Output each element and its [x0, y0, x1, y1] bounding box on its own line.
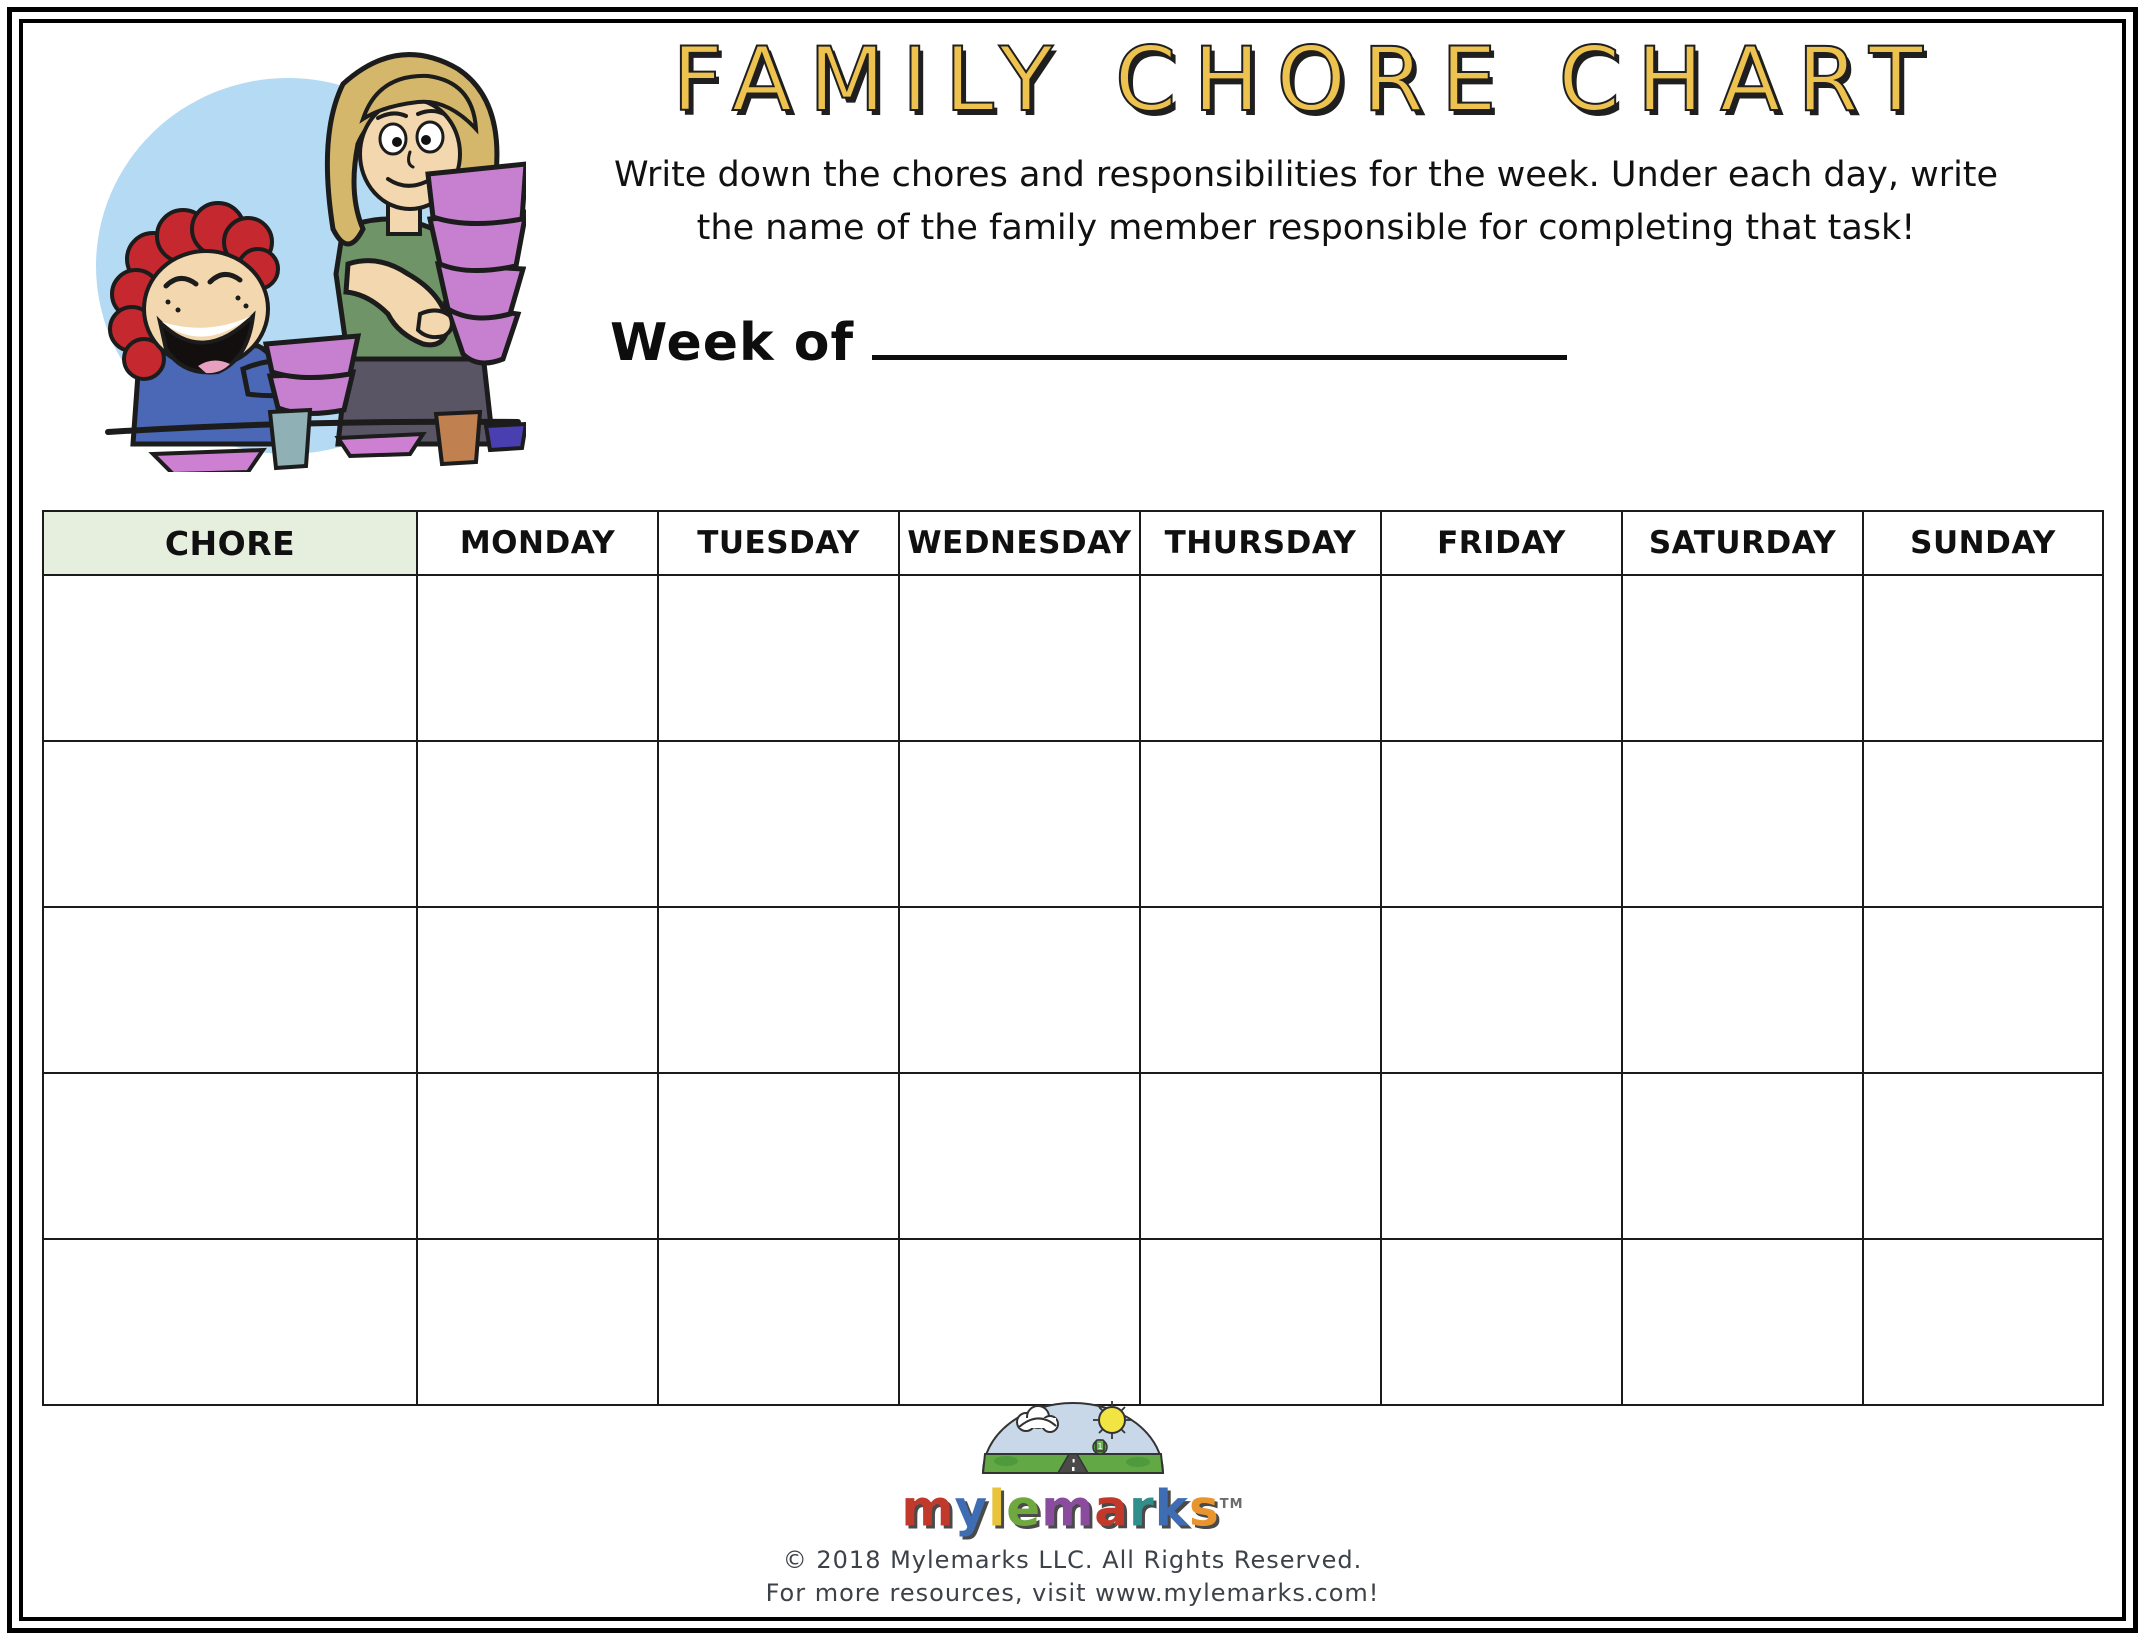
day-cell[interactable]: [417, 907, 658, 1073]
day-cell[interactable]: [658, 741, 899, 907]
day-cell[interactable]: [658, 575, 899, 741]
chore-cell[interactable]: [43, 1073, 417, 1239]
day-cell[interactable]: [1622, 907, 1863, 1073]
day-cell[interactable]: [1863, 1073, 2103, 1239]
week-of-blank-line[interactable]: [872, 316, 1567, 360]
day-cell[interactable]: [658, 1073, 899, 1239]
day-cell[interactable]: [899, 907, 1140, 1073]
trademark-symbol: TM: [1219, 1497, 1244, 1513]
chore-table-container: [42, 510, 2102, 1406]
day-cell[interactable]: [417, 575, 658, 741]
mylemarks-logo-word: [0, 1478, 2145, 1536]
day-cell[interactable]: [417, 741, 658, 907]
column-header-friday: FRIDAY: [1381, 511, 1622, 575]
day-cell[interactable]: [1863, 1239, 2103, 1405]
day-cell[interactable]: [1381, 575, 1622, 741]
day-cell[interactable]: [1622, 575, 1863, 741]
instructions-line-2: the name of the family member responsible for completing that task!: [696, 208, 1916, 248]
logo-letter: e: [1006, 1480, 1042, 1538]
day-cell[interactable]: [1381, 1073, 1622, 1239]
logo-letter: k: [1154, 1480, 1189, 1538]
day-cell[interactable]: [658, 1239, 899, 1405]
day-cell[interactable]: [1140, 1239, 1381, 1405]
week-of-row: [492, 313, 2120, 373]
logo-letter: m: [901, 1480, 955, 1538]
column-header-chore: CHORE: [43, 511, 417, 575]
logo-letter: l: [988, 1480, 1007, 1538]
column-header-wednesday: WEDNESDAY: [899, 511, 1140, 575]
column-header-thursday: THURSDAY: [1140, 511, 1381, 575]
day-cell[interactable]: [1381, 741, 1622, 907]
chore-table: [42, 510, 2104, 1406]
table-row: [43, 1239, 2103, 1405]
copyright-line: © 2018 Mylemarks LLC. All Rights Reserved.: [782, 1546, 1363, 1574]
day-cell[interactable]: [1381, 1239, 1622, 1405]
day-cell[interactable]: [1140, 741, 1381, 907]
logo-letter: y: [954, 1480, 989, 1538]
day-cell[interactable]: [1863, 907, 2103, 1073]
day-cell[interactable]: [1140, 1073, 1381, 1239]
table-row: [43, 575, 2103, 741]
day-cell[interactable]: [1622, 741, 1863, 907]
day-cell[interactable]: [1140, 575, 1381, 741]
logo-letter: r: [1129, 1480, 1155, 1538]
day-cell[interactable]: [417, 1073, 658, 1239]
column-header-tuesday: TUESDAY: [658, 511, 899, 575]
instructions-line-1: Write down the chores and responsibilities for the week. Under each day, write: [613, 155, 1999, 195]
column-header-sunday: SUNDAY: [1863, 511, 2103, 575]
day-cell[interactable]: [899, 575, 1140, 741]
day-cell[interactable]: [899, 741, 1140, 907]
column-header-monday: MONDAY: [417, 511, 658, 575]
logo-letter: a: [1094, 1480, 1130, 1538]
day-cell[interactable]: [658, 907, 899, 1073]
logo-letter: m: [1041, 1480, 1095, 1538]
svg-text:1: 1: [1096, 1442, 1103, 1452]
chore-cell[interactable]: [43, 741, 417, 907]
chore-cell[interactable]: [43, 907, 417, 1073]
chore-table-body: [43, 575, 2103, 1405]
header-block: [492, 28, 2120, 373]
day-cell[interactable]: [899, 1239, 1140, 1405]
day-cell[interactable]: [1863, 741, 2103, 907]
resources-line: For more resources, visit www.mylemarks.com!: [765, 1579, 1380, 1607]
table-header-row: [43, 511, 2103, 575]
day-cell[interactable]: [417, 1239, 658, 1405]
chore-cell[interactable]: [43, 1239, 417, 1405]
logo-letter: s: [1188, 1480, 1220, 1538]
day-cell[interactable]: [1863, 575, 2103, 741]
day-cell[interactable]: [1381, 907, 1622, 1073]
table-row: [43, 907, 2103, 1073]
footer: [0, 1398, 2145, 1610]
day-cell[interactable]: [1140, 907, 1381, 1073]
table-row: [43, 1073, 2103, 1239]
table-row: [43, 741, 2103, 907]
instructions-text: [492, 149, 2120, 255]
family-dishes-illustration: [48, 14, 526, 472]
day-cell[interactable]: [1622, 1073, 1863, 1239]
chore-cell[interactable]: [43, 575, 417, 741]
day-cell[interactable]: [1622, 1239, 1863, 1405]
mylemarks-logo-icon: [978, 1398, 1168, 1476]
week-of-label: Week of: [610, 313, 855, 373]
day-cell[interactable]: [899, 1073, 1140, 1239]
column-header-saturday: SATURDAY: [1622, 511, 1863, 575]
page-title: FAMILY CHORE CHART: [672, 28, 1940, 131]
